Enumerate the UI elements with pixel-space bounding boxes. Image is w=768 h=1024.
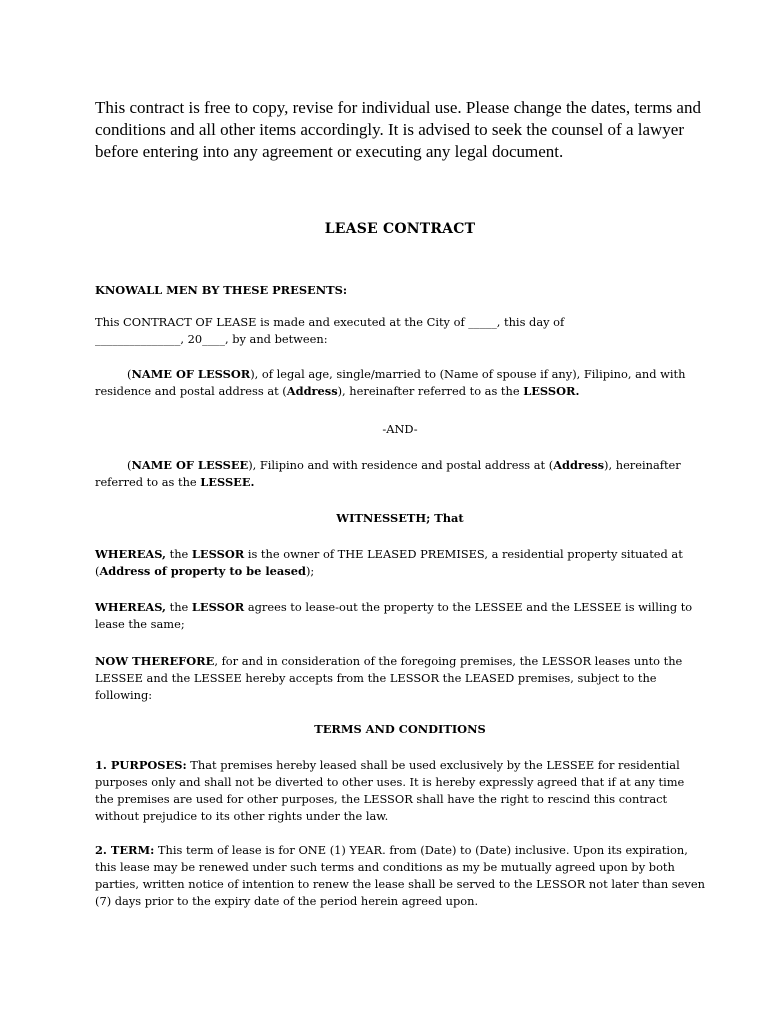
disclaimer-note: This contract is free to copy, revise for individual use. Please change the dates, terms and conditions and all other items accordingly. It is advised to seek the counsel of a lawyer before entering into any agreement or executing any legal document.	[95, 98, 701, 161]
lessee-open-paren: (	[127, 458, 132, 472]
lessor-role: LESSOR.	[523, 384, 580, 398]
lessee-address-placeholder: Address	[553, 458, 605, 472]
lessee-text-1: ), Filipino and with residence and postal address at (	[248, 458, 554, 472]
clause-label: 2. TERM:	[95, 843, 155, 857]
lessee-role: LESSEE.	[200, 475, 255, 489]
lessor-text-1: ), of legal age, single/married to (Name of spouse if any), Filipino, and with residence and postal address at (	[95, 367, 686, 398]
lessee-paragraph	[95, 457, 705, 491]
clause-text: This term of lease is for ONE (1) YEAR. from (Date) to (Date) inclusive. Upon its expiration, this lease may be renewed under such terms and conditions as my be mutually agreed upon by both parties, written notice of intention to renew the lease shall be served to the LESSOR not later than seven (7) days prior to the expiry date of the period herein agreed upon.	[95, 843, 705, 908]
whereas-keyword: WHEREAS,	[95, 600, 167, 614]
document-title: LEASE CONTRACT	[324, 221, 476, 237]
lessor-address-placeholder: Address	[286, 384, 338, 398]
witnesseth-heading: WITNESSETH; That	[336, 511, 464, 525]
clause-purposes	[95, 757, 705, 825]
whereas-keyword: WHEREAS,	[95, 547, 167, 561]
clause-text: That premises hereby leased shall be used exclusively by the LESSEE for residential purposes only and shall not be diverted to other uses. It is hereby expressly agreed that if at any time the premises are used for other purposes, the LESSOR shall have the right to rescind this contract without prejudice to its other rights under the law.	[95, 758, 685, 823]
intro-line-1: This CONTRACT OF LEASE is made and executed at the City of _____, this day of	[95, 315, 565, 329]
clause-label: 1. PURPOSES:	[95, 758, 187, 772]
lessor-text-2: ), hereinafter referred to as the	[337, 384, 524, 398]
whereas2-text-2: agrees to lease-out the property to the LESSEE and the LESSEE is willing to lease the same;	[95, 600, 693, 631]
clause-term	[95, 842, 705, 910]
lessor-paragraph	[95, 366, 705, 400]
and-separator: -AND-	[382, 422, 418, 436]
whereas1-lessor: LESSOR	[191, 547, 245, 561]
intro-paragraph	[95, 314, 705, 348]
whereas1-text-2: is the owner of THE LEASED PREMISES, a residential property situated at (	[95, 547, 683, 578]
whereas2-text-1: the	[166, 600, 192, 614]
property-address-placeholder: Address of property to be leased	[99, 564, 306, 578]
whereas-ownership-paragraph	[95, 546, 705, 580]
whereas1-text-1: the	[166, 547, 192, 561]
know-all-heading: KNOWALL MEN BY THESE PRESENTS:	[95, 283, 348, 297]
whereas-agreement-paragraph	[95, 599, 705, 633]
intro-line-2: _______________, 20____, by and between:	[95, 332, 328, 346]
lessor-name-placeholder: NAME OF LESSOR	[131, 367, 251, 381]
whereas1-text-3: );	[305, 564, 315, 578]
whereas2-lessor: LESSOR	[191, 600, 245, 614]
terms-heading: TERMS AND CONDITIONS	[314, 722, 486, 736]
now-therefore-keyword: NOW THEREFORE	[95, 654, 215, 668]
lessor-open-paren: (	[127, 367, 132, 381]
lessee-name-placeholder: NAME OF LESSEE	[131, 458, 249, 472]
now-therefore-paragraph	[95, 653, 705, 704]
lessee-text-2: ), hereinafter referred to as the	[95, 458, 681, 489]
now-therefore-text: , for and in consideration of the foregoing premises, the LESSOR leases unto the LESSEE and the LESSEE hereby accepts from the LESSOR the LEASED premises, subject to the following:	[95, 654, 683, 702]
